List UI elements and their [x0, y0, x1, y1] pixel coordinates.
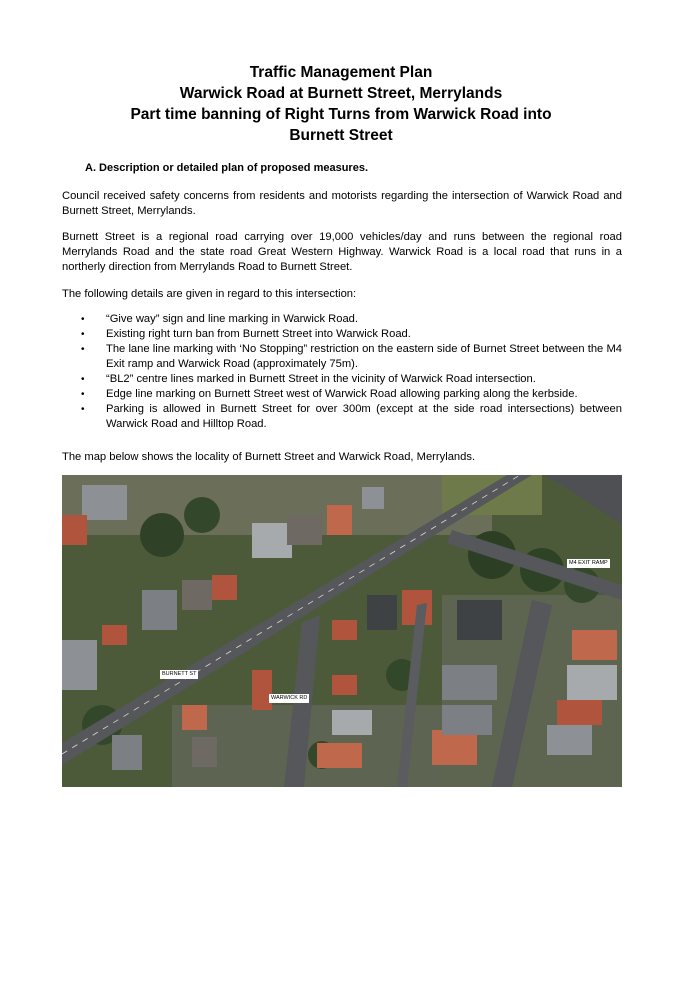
- list-item: • “BL2” centre lines marked in Burnett Street in the vicinity of Warwick Road intersection.: [81, 373, 536, 385]
- m4-exit-ramp-label: M4 EXIT RAMP: [569, 560, 608, 566]
- bullet-icon: •: [81, 389, 85, 400]
- list-item: • “Give way” sign and line marking in Warwick Road.: [81, 313, 359, 325]
- burnett-st-label: BURNETT ST: [162, 671, 197, 677]
- paragraph-safety-concerns: Council received safety concerns from residents and motorists regarding the intersection of Warwick Road and Burnett Street, Merrylands.: [62, 190, 622, 217]
- list-item: • Parking is allowed in Burnett Street for over 300m (except at the side road intersections) between Warwick Road and Hilltop Road.: [81, 403, 622, 430]
- list-item: • Edge line marking on Burnett Street west of Warwick Road allowing parking along the kerbside.: [81, 388, 578, 400]
- bullet-icon: •: [81, 329, 85, 340]
- aerial-photo: [62, 475, 622, 787]
- document-title: [40, 62, 642, 146]
- bullet-icon: •: [81, 404, 85, 415]
- paragraph-details-intro: The following details are given in regard to this intersection:: [62, 288, 357, 300]
- paragraph-map-intro: The map below shows the locality of Burnett Street and Warwick Road, Merrylands.: [62, 451, 476, 463]
- title-line-2: Warwick Road at Burnett Street, Merrylands: [179, 85, 503, 102]
- details-list: [62, 312, 622, 432]
- title-line-4: Burnett Street: [289, 127, 393, 144]
- section-heading: A. Description or detailed plan of proposed measures.: [85, 162, 369, 174]
- bullet-icon: •: [81, 374, 85, 385]
- aerial-map: [62, 475, 622, 787]
- title-line-1: Traffic Management Plan: [249, 64, 433, 81]
- paragraph-road-description: Burnett Street is a regional road carrying over 19,000 vehicles/day and runs between the regional road Merrylands Road and the state road Great Western Highway. Warwick Road is a local road that runs in a northerly direction from Merrylands Road to Burnett Street.: [62, 231, 622, 273]
- warwick-rd-label: WARWICK RD: [271, 695, 308, 701]
- list-item: • The lane line marking with ‘No Stopping” restriction on the eastern side of Burnet Street between the M4 Exit ramp and Warwick Road (approximately 75m).: [81, 343, 622, 370]
- list-item: • Existing right turn ban from Burnett Street into Warwick Road.: [81, 328, 411, 340]
- title-line-3: Part time banning of Right Turns from Warwick Road into: [130, 106, 552, 123]
- bullet-icon: •: [81, 344, 85, 355]
- bullet-icon: •: [81, 314, 85, 325]
